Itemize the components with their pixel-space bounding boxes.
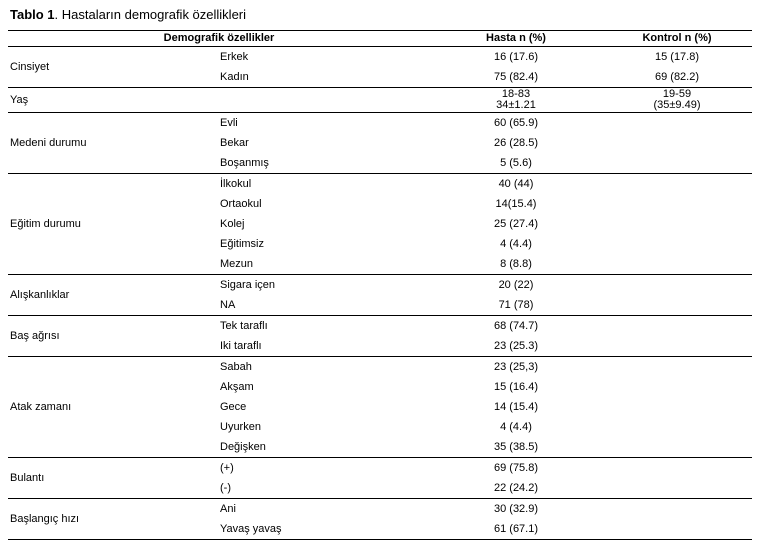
kontrol-value (602, 295, 752, 316)
kontrol-value (602, 153, 752, 174)
sub-category (216, 88, 430, 113)
sub-category: (-) (216, 478, 430, 499)
hasta-value: 14 (15.4) (493, 400, 539, 413)
caption-title: . Hastaların demografik özellikleri (54, 7, 247, 22)
sub-category: Uyurken (220, 420, 261, 433)
header-hasta: Hasta n (%) (430, 31, 602, 47)
hasta-value: 26 (28.5) (493, 136, 539, 149)
kontrol-value (602, 417, 752, 437)
sub-category: Yavaş yavaş (216, 519, 430, 540)
table-row (8, 47, 752, 68)
sub-category: İlkokul (220, 177, 252, 190)
sub-category: Akşam (220, 380, 254, 393)
kontrol-value (602, 397, 752, 417)
table-row (8, 275, 752, 296)
table-row (8, 174, 752, 195)
group-label: Bulantı (8, 458, 216, 499)
table-row (8, 499, 752, 520)
sub-category: Kadın (216, 67, 430, 88)
sub-category: Evli (220, 116, 238, 129)
hasta-value: 8 (8.8) (430, 254, 602, 275)
kontrol-value (602, 316, 752, 337)
header-kontrol: Kontrol n (%) (602, 31, 752, 47)
kontrol-value (602, 357, 752, 378)
hasta-value: 20 (22) (498, 278, 534, 291)
kontrol-value (602, 254, 752, 275)
hasta-value: 71 (78) (430, 295, 602, 316)
table-row (8, 458, 752, 479)
table-header (8, 31, 752, 47)
group-label: Medeni durumu (8, 113, 216, 174)
kontrol-value (602, 519, 752, 540)
group-label: Baş ağrısı (8, 316, 216, 357)
sub-category: Ani (220, 502, 236, 515)
hasta-value: 16 (17.6) (493, 50, 539, 63)
hasta-value: 23 (25,3) (493, 360, 539, 373)
kontrol-value (602, 377, 752, 397)
group-label: Cinsiyet (8, 47, 216, 88)
kontrol-value (602, 499, 752, 520)
hasta-value: 4 (4.4) (500, 237, 532, 250)
hasta-value: 69 (75.8) (493, 461, 539, 474)
sub-category: (+) (220, 461, 234, 474)
table-body (8, 47, 752, 540)
hasta-value: 75 (82.4) (430, 67, 602, 88)
kontrol-value (602, 478, 752, 499)
hasta-value: 61 (67.1) (430, 519, 602, 540)
table-row (8, 357, 752, 378)
hasta-value: 14(15.4) (495, 197, 537, 210)
sub-category: Iki taraflı (216, 336, 430, 357)
kontrol-value (602, 458, 752, 479)
hasta-value: 4 (4.4) (500, 420, 532, 433)
sub-category: Eğitimsiz (220, 237, 265, 250)
table-row (8, 88, 752, 113)
hasta-value: 5 (5.6) (430, 153, 602, 174)
kontrol-value (602, 113, 752, 134)
sub-category: Gece (220, 400, 247, 413)
sub-category: NA (216, 295, 430, 316)
hasta-value-line2: 34±1.21 (496, 99, 536, 111)
hasta-value: 25 (27.4) (493, 217, 539, 230)
kontrol-value-line2: (35±9.49) (653, 99, 701, 111)
kontrol-value (602, 336, 752, 357)
table-row (8, 113, 752, 134)
table-row (8, 316, 752, 337)
hasta-value: 35 (38.5) (430, 437, 602, 458)
hasta-value: 68 (74.7) (493, 319, 539, 332)
group-label: Eğitim durumu (8, 174, 216, 275)
group-label: Alışkanlıklar (8, 275, 216, 316)
hasta-value-line1: 18-83 (501, 88, 531, 100)
hasta-value: 15 (16.4) (493, 380, 539, 393)
kontrol-value (602, 174, 752, 195)
sub-category: Mezun (216, 254, 430, 275)
kontrol-value (602, 194, 752, 214)
kontrol-value: 69 (82.2) (602, 67, 752, 88)
kontrol-value (602, 275, 752, 296)
header-row (8, 31, 752, 47)
demographics-table (8, 30, 752, 540)
sub-category: Boşanmış (216, 153, 430, 174)
kontrol-value-line1: 19-59 (662, 88, 692, 100)
kontrol-value: 15 (17.8) (654, 50, 700, 63)
header-demographics: Demografik özellikler (8, 31, 430, 47)
sub-category: Erkek (220, 50, 249, 63)
hasta-value: 30 (32.9) (493, 502, 539, 515)
group-label: Atak zamanı (8, 357, 216, 458)
group-label: Başlangıç hızı (8, 499, 216, 540)
sub-category: Ortaokul (220, 197, 262, 210)
table-caption (10, 7, 246, 23)
kontrol-value (602, 437, 752, 458)
sub-category: Sigara içen (220, 278, 276, 291)
sub-category: Bekar (220, 136, 249, 149)
caption-label: Tablo 1 (10, 7, 55, 22)
hasta-value: 23 (25.3) (430, 336, 602, 357)
hasta-value (430, 88, 602, 113)
hasta-value: 40 (44) (498, 177, 534, 190)
hasta-value: 22 (24.2) (430, 478, 602, 499)
sub-category: Kolej (220, 217, 245, 230)
sub-category: Sabah (220, 360, 252, 373)
hasta-value: 60 (65.9) (493, 116, 539, 129)
kontrol-value (602, 133, 752, 153)
sub-category: Değişken (216, 437, 430, 458)
kontrol-value (602, 234, 752, 254)
kontrol-value (602, 88, 752, 113)
group-label: Yaş (8, 88, 216, 113)
sub-category: Tek taraflı (220, 319, 268, 332)
kontrol-value (602, 214, 752, 234)
